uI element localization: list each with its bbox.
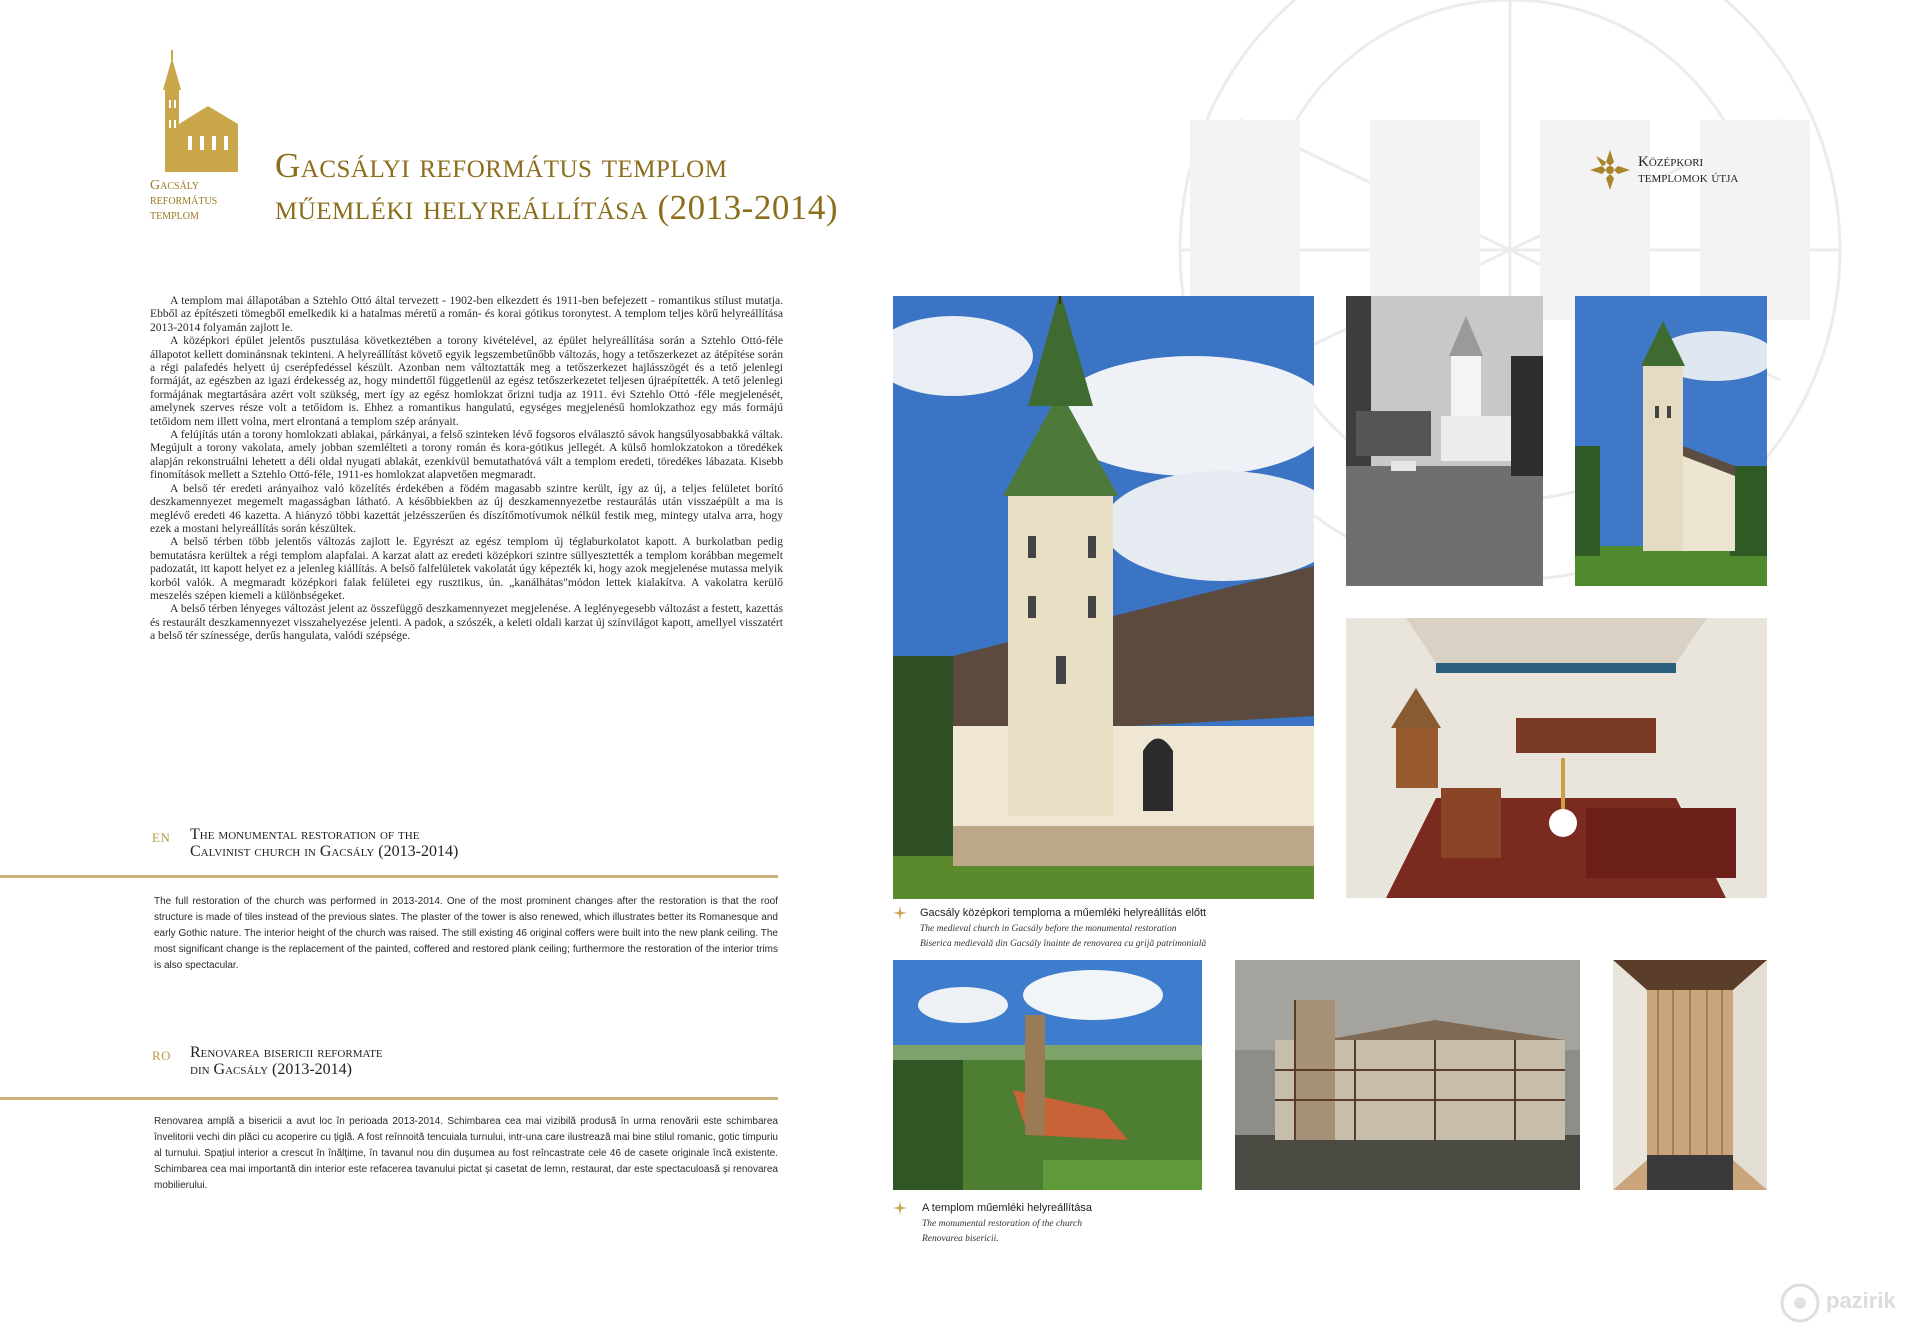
church-exterior-before-photo: [893, 296, 1314, 899]
church-interior-photo: [1346, 618, 1767, 898]
logo-line-2: református: [150, 193, 218, 208]
body-paragraph: A középkori épület jelentős pusztulása következtében a torony kivételével, az épület helyreállítása során a Sztehlo Ottó-féle állapotot kellett dominánsnak tekinteni. A helyreállítást követő egyik legszembetűnőbb változás, hogy a tetőszerkezet az átépítése során a régi palafedés helyett új cserépfedéssel készült. Azonban nem változtatták meg a tetőszerkezet hajlásszögét és a tető jelenlegi formáját, az egészben az igazi érdekesség az, hogy mindettől függetlenül az egész tetőszerkezetet teljesen újraépítették. A tető jelenlegi formájának megtartására azért volt szükség, mert így az egész homlokzat őrizni tudja az 1911. évi Sztehlo Ottó -féle megjelenését, amelynek szerves része volt a tetőidom is. Ehhez a romantikus hangulatú, egységes megjelenésű homlokzathoz egy más formájú tetőidom nem illett volna, mert elrontaná a templom szép arányait.: [150, 334, 783, 428]
rosette-icon: [893, 1201, 907, 1215]
plank-ceiling-photo: [1613, 960, 1767, 1190]
logo-line-1: Gacsály: [150, 178, 200, 193]
en-heading-line-1: The monumental restoration of the: [190, 826, 420, 843]
body-paragraph: A felújítás után a torony homlokzati ablakai, párkányai, a felső szinteken lévő fogsoros elválasztó sávok hangsúlyosabbakká váltak. Megújult a torony vakolata, amely jobban szemlélteti a torony román és kora-gótikus jellegét. A külső homlokzatokon a töredékek alapján rekonstruálni lehetett a déli oldal nyugati ablakát, ezenkívül bemutathatóvá vált a templom eredeti, töredékes lábazata. Kisebb finomítások mellett a Sztehlo Ottó-féle, 1911-es homlokzat alapvetően megmaradt.: [150, 428, 783, 482]
brand-logo: [1588, 148, 1788, 192]
ro-language-code: RO: [152, 1048, 172, 1063]
ro-heading-line-1: Renovarea bisericii reformate: [190, 1044, 383, 1061]
en-language-code: EN: [152, 830, 171, 845]
brand-line-1: Középkori: [1638, 154, 1704, 170]
body-paragraph: A belső térben több jelentős változás zajlott le. Egyrészt az egész templom új téglaburkolatot kapott. A burkolatban pedig bemutatásra kerültek a régi templom alapfalai. A karzat alatt az eredeti középkori szintre süllyesztették a templom korábban megemelt padozatát, itt kapott helyet ez a jelenleg kiállítás. A belső falfelületek vakolatát úgy képezték ki, hogy azok megjelenése mutassa melyik korból valók. A megmaradt középkori falak felületei egy rusztikus, ún. „kanálhátas"módon lettek kialakítva. A vakolatra kerülő meszelés szépen kiemeli a különbségeket.: [150, 535, 783, 602]
caption-2-ro: Renovarea bisericii.: [922, 1234, 999, 1244]
caption-1-ro: Biserica medievală din Gacsály înainte de renovarea cu grijă patrimonială: [920, 939, 1207, 949]
body-paragraph: A belső térben lényeges változást jelent az összefüggő deszkamennyezet megjelenése. A leglényegesebb változást a festett, kazettás és restaurált deszkamennyezet visszahelyezése jelenti. A padok, a szószék, a keleti oldali karzat új színvilágot kapott, amellyel visszatért a belső tér színessége, derűs hangulata, valódi szépsége.: [150, 602, 783, 643]
rosette-icon: [1588, 148, 1632, 192]
body-paragraph: A templom mai állapotában a Sztehlo Ottó által tervezett - 1902-ben elkezdett és 1911-ben befejezett - romantikus stílust mutatja. Ebből az építészeti tömegből emelkedik ki a hatalmas méretű a román- és korai gótikus toronytest. A templom teljes körű helyreállítása 2013-2014 folyamán zajlott le.: [150, 294, 783, 334]
en-divider: [0, 875, 778, 878]
title-line-1: Gacsályi református templom: [275, 146, 728, 185]
logo-line-3: templom: [150, 208, 199, 223]
ro-heading-line-2: din Gacsály (2013-2014): [190, 1061, 352, 1078]
rosette-icon: [893, 906, 907, 920]
title-line-2: műemléki helyreállítása (2013-2014): [275, 188, 838, 227]
scaffolding-facade-photo: [1235, 960, 1580, 1190]
body-paragraph: A belső tér eredeti arányaihoz való közelítés érdekében a födém magasabb szintre került, így az új, a teljes felületet borító deszkamennyezet megemelt magasságban látható. A későbbiekben az új deszkamennyezetbe restaurálás után visszaépült a ma is meglévő eredeti 46 kazetta. A hiányzó többi kazettát jelzésszerűen és díszítőmotívumok nélkül festik meg, mintegy utalva arra, hogy ezek a mostani helyreállítás során készültek.: [150, 481, 783, 535]
en-heading-line-2: Calvinist church in Gacsály (2013-2014): [190, 843, 459, 860]
caption-1-title: Gacsály középkori temploma a műemléki helyreállítás előtt: [920, 907, 1207, 919]
page-title: [275, 145, 975, 229]
ro-section-heading: [190, 1044, 383, 1078]
en-section-text: The full restoration of the church was performed in 2013-2014. One of the most prominent changes after the restoration is that the roof structure is made of tiles instead of the previous slates. The plaster of the tower is also renewed, which illustrates better its Romanesque and early Gothic nature. The interior height of the church was raised. The still existing 46 original coffers were built into the new plank ceiling. The most significant change is the replacement of the painted, coffered and restored plank ceiling; furthermore the restoration of the interior trims is also spectacular.: [154, 896, 778, 971]
caption-2-title: A templom műemléki helyreállítása: [922, 1202, 1092, 1214]
church-historic-bw-photo: [1346, 296, 1543, 586]
photo-credit-watermark: [1778, 1280, 1908, 1326]
hungarian-body-text: [150, 294, 783, 643]
church-tower-photo: [1575, 296, 1767, 586]
church-logo-icon: [150, 50, 240, 175]
ro-divider: [0, 1097, 778, 1100]
ro-section-text: Renovarea amplă a bisericii a avut loc în perioada 2013-2014. Schimbarea cea mai vizibilă produsă în urma renovării este schimbarea învelitorii vechi din plăci cu acoperire cu țiglă. A fost reînnoită tencuiala turnului, intr-una care ilustrează mai bine stilul romanic, gotic timpuriu al turnului. Spațiul interior a crescut în înălțime, în tavanul nou din dușumea au fost reîncastrate cele 46 de casete originale încă existente. Schimbarea cea mai importantă din interior este refacerea tavanului pictat și casetat de lemn, restaurat, dar este spectaculoasă și renovarea mobilierului.: [154, 1116, 778, 1191]
brand-line-2: templomok útja: [1638, 170, 1739, 186]
caption-2-en: The monumental restoration of the church: [922, 1219, 1082, 1229]
brand-text: [1638, 154, 1738, 186]
aerial-scaffolding-photo: [893, 960, 1202, 1190]
caption-1-en: The medieval church in Gacsály before the monumental restoration: [920, 924, 1177, 934]
credit-text: pazirik: [1826, 1288, 1896, 1313]
en-section-heading: [190, 826, 458, 860]
church-logo-text: [150, 178, 246, 223]
